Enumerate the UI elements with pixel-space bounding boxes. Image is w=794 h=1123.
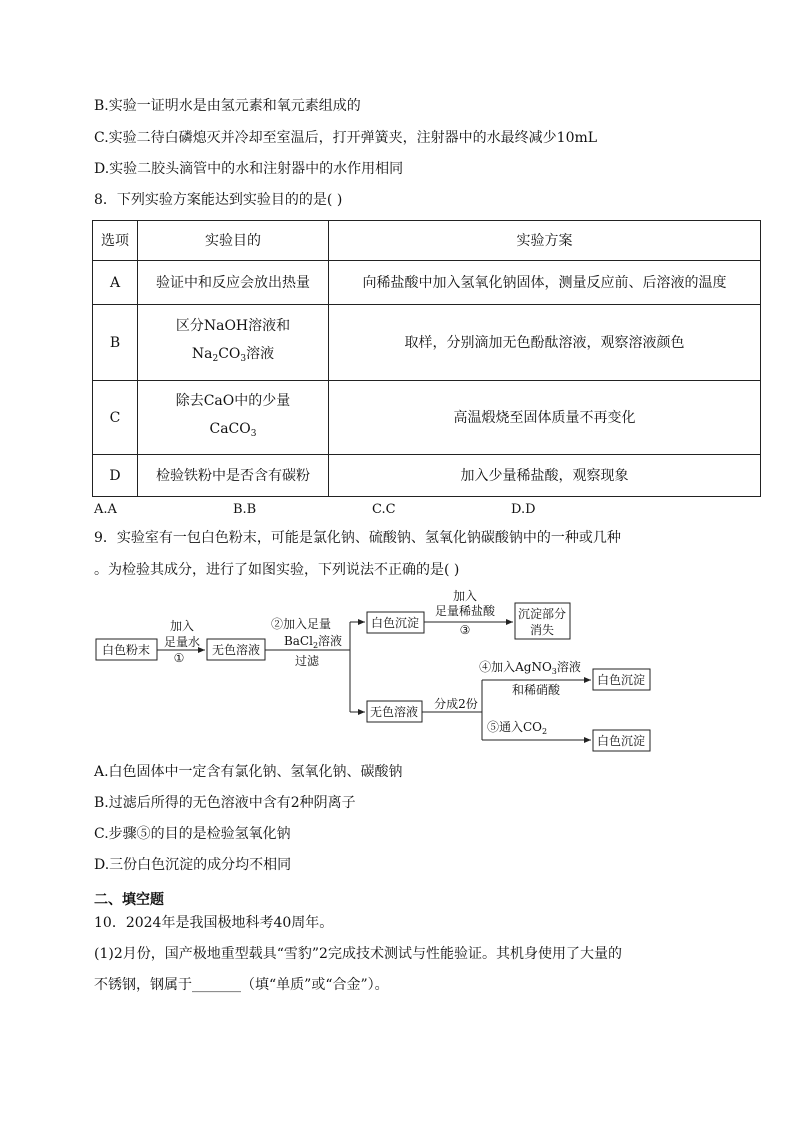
box-filtrate-label: 无色溶液 <box>369 705 419 719</box>
row-plan: 高温煅烧至固体质量不再变化 <box>329 381 761 455</box>
q7-option-c: C.实验二待白磷熄灭并冷却至室温后，打开弹簧夹，注射器中的水最终减少10mL <box>94 130 598 146</box>
box-powder-label: 白色粉末 <box>101 643 151 657</box>
row-goal-line2: CaCO$_3$ <box>209 421 257 439</box>
table-header: 选项 <box>93 221 138 261</box>
q7-option-b: B.实验一证明水是由氢元素和氧元素组成的 <box>94 98 361 114</box>
row-goal-line1: 除去CaO中的少量 <box>175 393 291 409</box>
step4-top: ④加入AgNO$_3$溶液 <box>479 660 581 676</box>
q10-stem: 10．2024年是我国极地科考40周年。 <box>94 915 334 931</box>
row-goal: 验证中和反应会放出热量 <box>138 261 329 305</box>
row-key: A <box>93 261 138 305</box>
q9-option-d: D.三份白色沉淀的成分均不相同 <box>94 857 292 873</box>
step4-bottom: 和稀硝酸 <box>511 683 561 697</box>
q8-stem: 8．下列实验方案能达到实验目的的是( ) <box>94 192 343 208</box>
step3-top: 加入 <box>452 589 478 603</box>
row-plan: 取样，分别滴加无色酚酞溶液，观察溶液颜色 <box>329 305 761 381</box>
q8-answer-b: B.B <box>233 502 257 517</box>
box-ppt2-label: 白色沉淀 <box>596 673 646 687</box>
q10-part1-line2: 不锈钢，钢属于_______（填“单质”或“合金”）。 <box>94 977 389 993</box>
q8-answer-a: A.A <box>94 502 117 517</box>
row-key: C <box>93 381 138 455</box>
q10-part1-line1: (1)2月份，国产极地重型载具“雪豹”2完成技术测试与性能验证。其机身使用了大量的 <box>94 946 622 962</box>
step3-mid: 足量稀盐酸 <box>434 604 496 618</box>
q9-stem-line1: 9．实验室有一包白色粉末，可能是氯化钠、硫酸钠、氢氧化钠碳酸钠中的一种或几种 <box>94 530 621 546</box>
table-header: 实验目的 <box>138 221 329 261</box>
split-label: 分成2份 <box>434 697 478 711</box>
step2-mid: BaCl$_2$溶液 <box>283 634 343 650</box>
box-ppt1-label: 白色沉淀 <box>370 616 420 630</box>
q9-option-a: A.白色固体中一定含有氯化钠、氢氧化钠、碳酸钠 <box>94 764 403 780</box>
q9-option-c: C.步骤⑤的目的是检验氢氧化钠 <box>94 826 291 842</box>
table-header: 实验方案 <box>329 221 761 261</box>
step1-mid: 足量水 <box>163 635 201 649</box>
step2-bottom: 过滤 <box>294 654 320 668</box>
box-partial-label-1: 沉淀部分 <box>517 607 567 621</box>
box-solution-label: 无色溶液 <box>211 643 261 657</box>
step1-top: 加入 <box>169 619 195 633</box>
q9-option-b: B.过滤后所得的无色溶液中含有2种阴离子 <box>94 795 356 811</box>
row-goal-line1: 区分NaOH溶液和 <box>175 318 291 334</box>
q9-stem-line2: 。为检验其成分，进行了如图实验，下列说法不正确的是( ) <box>94 562 460 578</box>
box-ppt3-label: 白色沉淀 <box>596 734 646 748</box>
q7-option-d: D.实验二胶头滴管中的水和注射器中的水作用相同 <box>94 161 404 177</box>
box-partial-label-2: 消失 <box>529 623 555 637</box>
row-key: B <box>93 305 138 381</box>
step2-top: ②加入足量 <box>270 617 332 631</box>
row-plan: 加入少量稀盐酸，观察现象 <box>329 455 761 497</box>
q8-answer-d: D.D <box>511 502 536 517</box>
row-goal: 检验铁粉中是否含有碳粉 <box>138 455 329 497</box>
row-goal-line2: $Na_2CO_3$溶液 <box>191 346 275 364</box>
row-plan: 向稀盐酸中加入氢氧化钠固体，测量反应前、后溶液的温度 <box>329 261 761 305</box>
step5: ⑤通入$CO_2$ <box>486 720 548 736</box>
section-heading: 二、填空题 <box>94 892 164 908</box>
q8-answer-c: C.C <box>372 502 396 517</box>
row-key: D <box>93 455 138 497</box>
step1-num: ① <box>173 651 185 665</box>
step3-num: ③ <box>459 623 471 637</box>
